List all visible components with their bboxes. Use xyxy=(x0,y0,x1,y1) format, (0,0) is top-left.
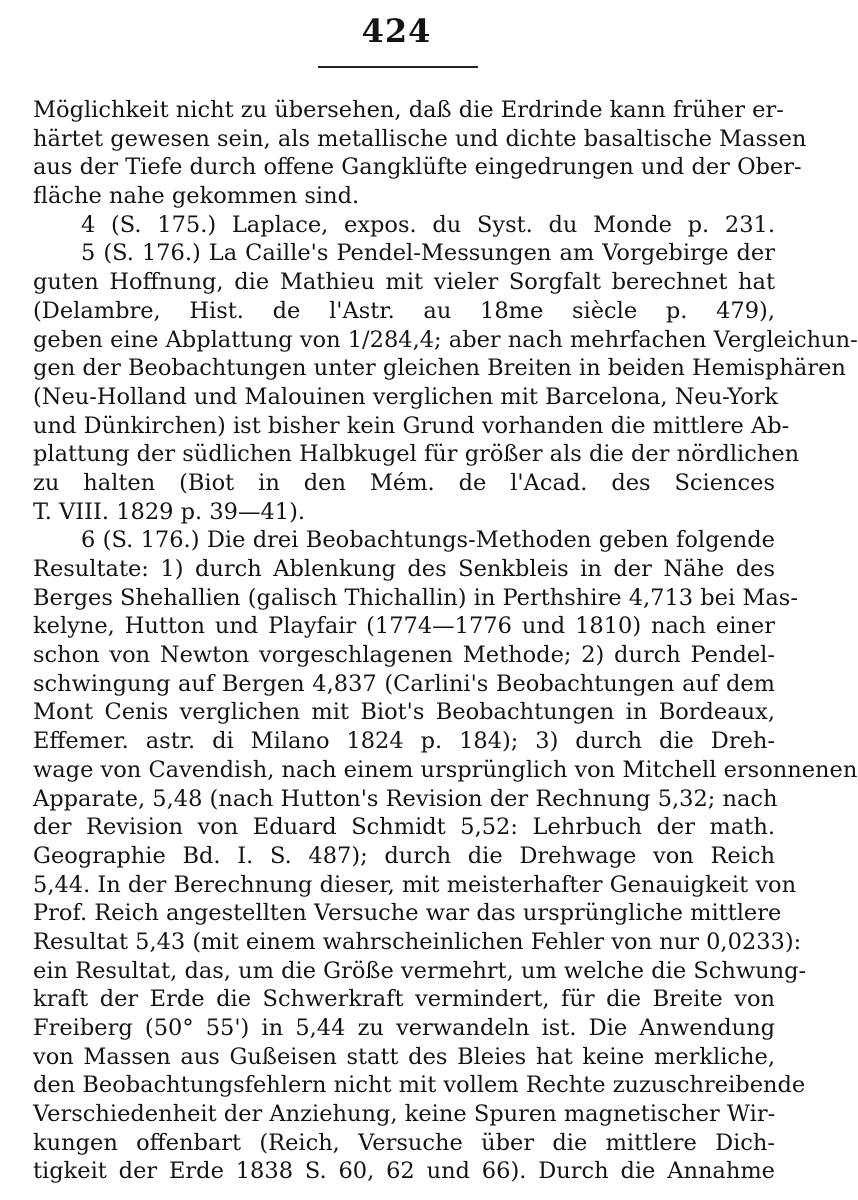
text-line: Prof. Reich angestellten Versuche war das ursprüngliche mittlere xyxy=(33,900,782,927)
text-line: schwingung auf Bergen 4,837 (Carlini's Beobachtungen auf dem xyxy=(33,670,775,697)
text-line: Berges Shehallien (galisch Thichallin) in Perthshire 4,713 bei Mas- xyxy=(33,584,798,611)
text-line: 5,44. In der Berechnung dieser, mit meisterhafter Genauigkeit von xyxy=(33,871,797,898)
text-line: wage von Cavendish, nach einem ursprünglich von Mitchell ersonnenen xyxy=(33,756,858,783)
text-line: T. VIII. 1829 p. 39—41). xyxy=(33,498,306,525)
text-line: zu halten (Biot in den Mém. de l'Acad. des Sciences xyxy=(33,469,775,496)
footnote-4: 4 (S. 175.) Laplace, expos. du Syst. du Monde p. 231. xyxy=(81,211,775,238)
text-line: Resultat 5,43 (mit einem wahrscheinlichen Fehler von nur 0,0233): xyxy=(33,928,802,955)
text-line: fläche nahe gekommen sind. xyxy=(33,183,360,210)
footnote-text xyxy=(33,96,858,1186)
text-line: kraft der Erde die Schwerkraft vermindert, für die Breite von xyxy=(33,986,775,1013)
text-line: Möglichkeit nicht zu übersehen, daß die Erdrinde kann früher er- xyxy=(33,97,784,123)
header-rule xyxy=(318,66,478,68)
text-line: aus der Tiefe durch offene Gangklüfte eingedrungen und der Ober- xyxy=(33,154,802,181)
text-line: den Beobachtungsfehlern nicht mit vollem Rechte zuzuschreibende xyxy=(33,1072,806,1099)
text-line: kelyne, Hutton und Playfair (1774—1776 und 1810) nach einer xyxy=(33,613,775,640)
text-line: ein Resultat, das, um die Größe vermehrt, um welche die Schwung- xyxy=(33,957,807,984)
text-line: Effemer. astr. di Milano 1824 p. 184); 3) durch die Dreh- xyxy=(33,728,775,755)
text-line: schon von Newton vorgeschlagenen Methode; 2) durch Pendel- xyxy=(33,642,775,669)
text-line: Freiberg (50° 55') in 5,44 zu verwandeln ist. Die Anwendung xyxy=(33,1015,775,1041)
text-line: härtet gewesen sein, als metallische und dichte basaltische Massen xyxy=(33,125,807,152)
text-line: (Neu-Holland und Malouinen verglichen mit Barcelona, Neu-York xyxy=(33,383,779,410)
footnote-6: 6 (S. 176.) Die drei Beobachtungs-Methoden geben folgende xyxy=(81,527,775,554)
text-line: plattung der südlichen Halbkugel für größer als die der nördlichen xyxy=(33,441,800,468)
text-line: tigkeit der Erde 1838 S. 60, 62 und 66). Durch die Annahme xyxy=(33,1158,775,1185)
footnote-5: 5 (S. 176.) La Caille's Pendel-Messungen am Vorgebirge der xyxy=(81,240,775,267)
text-line: guten Hoffnung, die Mathieu mit vieler Sorgfalt berechnet hat xyxy=(33,269,775,296)
text-line: Apparate, 5,48 (nach Hutton's Revision der Rechnung 5,32; nach xyxy=(33,785,778,812)
text-line: kungen offenbart (Reich, Versuche über die mittlere Dich- xyxy=(33,1129,775,1156)
text-line: geben eine Abplattung von 1/284,4; aber nach mehrfachen Vergleichun- xyxy=(33,326,858,353)
text-line: von Massen aus Gußeisen statt des Bleies hat keine merkliche, xyxy=(33,1043,775,1070)
text-line: Resultate: 1) durch Ablenkung des Senkbleis in der Nähe des xyxy=(33,556,775,582)
text-line: Verschiedenheit der Anziehung, keine Spuren magnetischer Wir- xyxy=(33,1101,776,1128)
page-number: 424 xyxy=(361,12,432,50)
text-line: gen der Beobachtungen unter gleichen Breiten in beiden Hemisphären xyxy=(33,355,846,382)
text-line: (Delambre, Hist. de l'Astr. au 18me siècle p. 479), xyxy=(33,297,775,324)
text-line: der Revision von Eduard Schmidt 5,52: Lehrbuch der math. xyxy=(33,814,775,841)
text-line: Geographie Bd. I. S. 487); durch die Drehwage von Reich xyxy=(33,842,775,869)
text-line: und Dünkirchen) ist bisher kein Grund vorhanden die mittlere Ab- xyxy=(33,412,790,439)
text-line: Mont Cenis verglichen mit Biot's Beobachtungen in Bordeaux, xyxy=(33,699,775,726)
